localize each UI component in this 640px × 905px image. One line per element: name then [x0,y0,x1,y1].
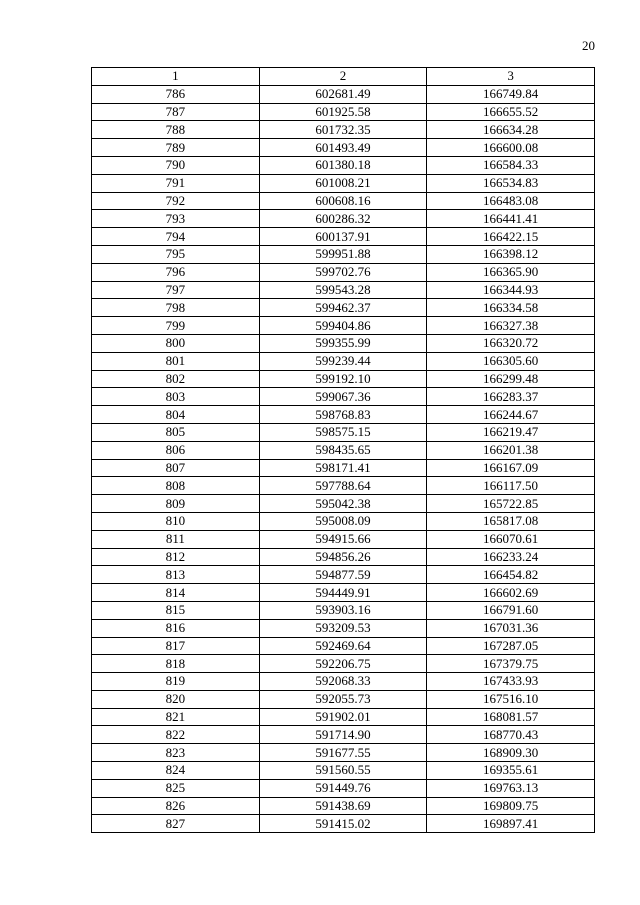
y-coordinate-cell: 166422.15 [427,228,595,246]
y-coordinate-cell: 166791.60 [427,601,595,619]
x-coordinate-cell: 592068.33 [259,673,427,691]
row-number-cell: 827 [92,815,260,833]
row-number-cell: 798 [92,299,260,317]
row-number-cell: 825 [92,779,260,797]
table-row [92,423,595,441]
y-coordinate-cell: 166070.61 [427,530,595,548]
table-row [92,548,595,566]
x-coordinate-cell: 591560.55 [259,762,427,780]
x-coordinate-cell: 594449.91 [259,584,427,602]
row-number-cell: 799 [92,317,260,335]
row-number-cell: 822 [92,726,260,744]
row-number-cell: 802 [92,370,260,388]
table-row [92,139,595,157]
x-coordinate-cell: 602681.49 [259,85,427,103]
table-row [92,744,595,762]
row-number-cell: 800 [92,334,260,352]
y-coordinate-cell: 166299.48 [427,370,595,388]
row-number-cell: 788 [92,121,260,139]
x-coordinate-cell: 599462.37 [259,299,427,317]
table-row [92,477,595,495]
y-coordinate-cell: 169809.75 [427,797,595,815]
y-coordinate-cell: 166320.72 [427,334,595,352]
x-coordinate-cell: 601732.35 [259,121,427,139]
y-coordinate-cell: 166534.83 [427,174,595,192]
y-coordinate-cell: 166244.67 [427,406,595,424]
table-row [92,601,595,619]
y-coordinate-cell: 166365.90 [427,263,595,281]
x-coordinate-cell: 600608.16 [259,192,427,210]
x-coordinate-cell: 599543.28 [259,281,427,299]
y-coordinate-cell: 166334.58 [427,299,595,317]
table-row [92,121,595,139]
table-row [92,637,595,655]
row-number-cell: 814 [92,584,260,602]
table-row [92,708,595,726]
row-number-cell: 794 [92,228,260,246]
table-row [92,584,595,602]
y-coordinate-cell: 166441.41 [427,210,595,228]
table-row [92,263,595,281]
table-row [92,156,595,174]
table-row [92,85,595,103]
x-coordinate-cell: 595042.38 [259,495,427,513]
table-row [92,459,595,477]
table-row [92,281,595,299]
row-number-cell: 805 [92,423,260,441]
x-coordinate-cell: 600286.32 [259,210,427,228]
x-coordinate-cell: 601380.18 [259,156,427,174]
y-coordinate-cell: 166117.50 [427,477,595,495]
y-coordinate-cell: 169355.61 [427,762,595,780]
y-coordinate-cell: 166283.37 [427,388,595,406]
y-coordinate-cell: 166454.82 [427,566,595,584]
x-coordinate-cell: 592469.64 [259,637,427,655]
y-coordinate-cell: 169897.41 [427,815,595,833]
table-row [92,352,595,370]
row-number-cell: 804 [92,406,260,424]
x-coordinate-cell: 591415.02 [259,815,427,833]
y-coordinate-cell: 166584.33 [427,156,595,174]
page-number: 20 [582,38,595,53]
table-row [92,673,595,691]
row-number-cell: 820 [92,690,260,708]
x-coordinate-cell: 599951.88 [259,245,427,263]
y-coordinate-cell: 165722.85 [427,495,595,513]
row-number-cell: 796 [92,263,260,281]
y-coordinate-cell: 166305.60 [427,352,595,370]
y-coordinate-cell: 166655.52 [427,103,595,121]
row-number-cell: 792 [92,192,260,210]
y-coordinate-cell: 166749.84 [427,85,595,103]
x-coordinate-cell: 598575.15 [259,423,427,441]
row-number-cell: 811 [92,530,260,548]
table-row [92,619,595,637]
x-coordinate-cell: 593209.53 [259,619,427,637]
x-coordinate-cell: 598768.83 [259,406,427,424]
y-coordinate-cell: 167031.36 [427,619,595,637]
x-coordinate-cell: 599192.10 [259,370,427,388]
table-row [92,388,595,406]
row-number-cell: 790 [92,156,260,174]
table-header-row [92,68,595,86]
row-number-cell: 803 [92,388,260,406]
x-coordinate-cell: 592055.73 [259,690,427,708]
table-row [92,406,595,424]
row-number-cell: 813 [92,566,260,584]
x-coordinate-cell: 600137.91 [259,228,427,246]
y-coordinate-cell: 166398.12 [427,245,595,263]
y-coordinate-cell: 166201.38 [427,441,595,459]
y-coordinate-cell: 167433.93 [427,673,595,691]
row-number-cell: 821 [92,708,260,726]
x-coordinate-cell: 597788.64 [259,477,427,495]
y-coordinate-cell: 167516.10 [427,690,595,708]
table-row [92,530,595,548]
x-coordinate-cell: 595008.09 [259,512,427,530]
table-row [92,779,595,797]
table-row [92,655,595,673]
row-number-cell: 812 [92,548,260,566]
row-number-cell: 801 [92,352,260,370]
y-coordinate-cell: 167379.75 [427,655,595,673]
table-row [92,495,595,513]
table-row [92,797,595,815]
row-number-cell: 817 [92,637,260,655]
row-number-cell: 789 [92,139,260,157]
row-number-cell: 809 [92,495,260,513]
table-row [92,370,595,388]
table-row [92,299,595,317]
y-coordinate-cell: 166219.47 [427,423,595,441]
row-number-cell: 816 [92,619,260,637]
row-number-cell: 786 [92,85,260,103]
x-coordinate-cell: 598171.41 [259,459,427,477]
y-coordinate-cell: 167287.05 [427,637,595,655]
table-row [92,228,595,246]
x-coordinate-cell: 599702.76 [259,263,427,281]
row-number-cell: 806 [92,441,260,459]
row-number-cell: 793 [92,210,260,228]
row-number-cell: 791 [92,174,260,192]
y-coordinate-cell: 166167.09 [427,459,595,477]
row-number-cell: 795 [92,245,260,263]
y-coordinate-cell: 166634.28 [427,121,595,139]
x-coordinate-cell: 598435.65 [259,441,427,459]
table-row [92,317,595,335]
x-coordinate-cell: 592206.75 [259,655,427,673]
column-header: 3 [427,68,595,86]
y-coordinate-cell: 166483.08 [427,192,595,210]
x-coordinate-cell: 599239.44 [259,352,427,370]
row-number-cell: 807 [92,459,260,477]
table-row [92,334,595,352]
row-number-cell: 819 [92,673,260,691]
coordinates-table [91,67,595,833]
row-number-cell: 824 [92,762,260,780]
row-number-cell: 787 [92,103,260,121]
y-coordinate-cell: 168081.57 [427,708,595,726]
y-coordinate-cell: 165817.08 [427,512,595,530]
y-coordinate-cell: 166327.38 [427,317,595,335]
x-coordinate-cell: 591714.90 [259,726,427,744]
table-row [92,441,595,459]
row-number-cell: 826 [92,797,260,815]
x-coordinate-cell: 594915.66 [259,530,427,548]
row-number-cell: 818 [92,655,260,673]
x-coordinate-cell: 601008.21 [259,174,427,192]
x-coordinate-cell: 591677.55 [259,744,427,762]
row-number-cell: 823 [92,744,260,762]
table-row [92,690,595,708]
y-coordinate-cell: 168909.30 [427,744,595,762]
table-row [92,210,595,228]
x-coordinate-cell: 593903.16 [259,601,427,619]
x-coordinate-cell: 601493.49 [259,139,427,157]
table-row [92,192,595,210]
table-row [92,174,595,192]
row-number-cell: 815 [92,601,260,619]
x-coordinate-cell: 594856.26 [259,548,427,566]
row-number-cell: 810 [92,512,260,530]
x-coordinate-cell: 599355.99 [259,334,427,352]
x-coordinate-cell: 591438.69 [259,797,427,815]
y-coordinate-cell: 169763.13 [427,779,595,797]
x-coordinate-cell: 599067.36 [259,388,427,406]
y-coordinate-cell: 166602.69 [427,584,595,602]
y-coordinate-cell: 166233.24 [427,548,595,566]
table-row [92,245,595,263]
table-row [92,566,595,584]
table-body [92,85,595,832]
column-header: 2 [259,68,427,86]
row-number-cell: 808 [92,477,260,495]
table-row [92,512,595,530]
y-coordinate-cell: 166344.93 [427,281,595,299]
x-coordinate-cell: 591449.76 [259,779,427,797]
row-number-cell: 797 [92,281,260,299]
y-coordinate-cell: 168770.43 [427,726,595,744]
x-coordinate-cell: 594877.59 [259,566,427,584]
table-row [92,103,595,121]
table-row [92,762,595,780]
x-coordinate-cell: 591902.01 [259,708,427,726]
column-header: 1 [92,68,260,86]
y-coordinate-cell: 166600.08 [427,139,595,157]
x-coordinate-cell: 601925.58 [259,103,427,121]
table-row [92,815,595,833]
table-row [92,726,595,744]
x-coordinate-cell: 599404.86 [259,317,427,335]
